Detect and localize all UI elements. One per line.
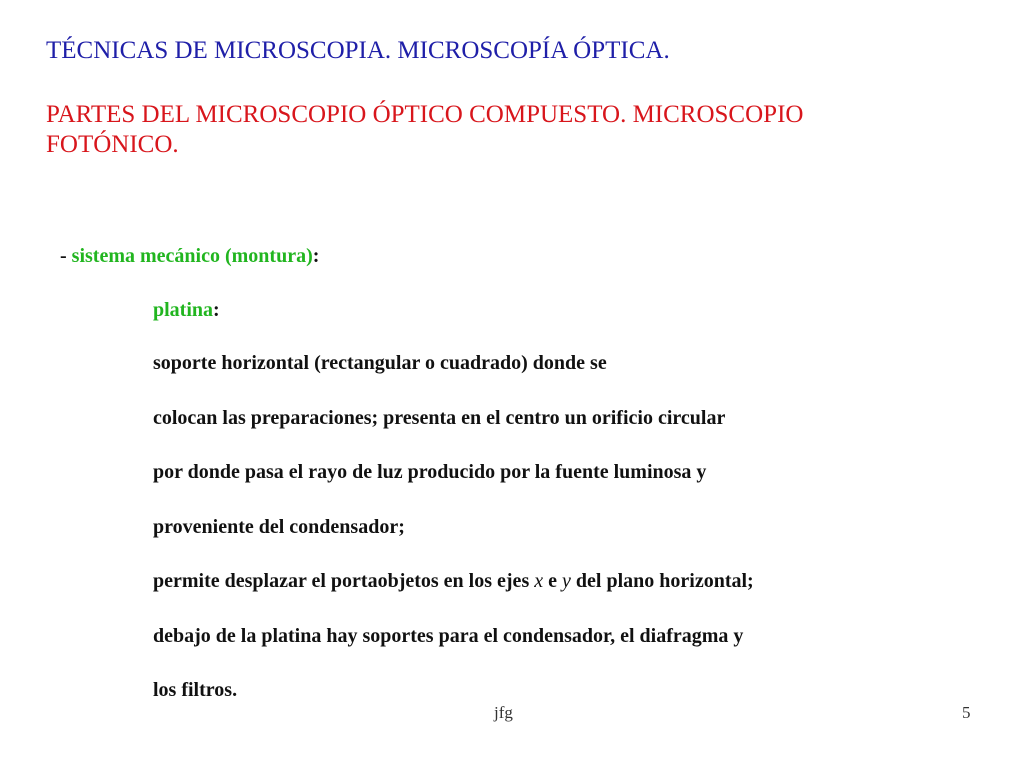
- axes-text-after: del plano horizontal;: [570, 570, 754, 592]
- page-number: 5: [962, 703, 971, 722]
- slide-title: TÉCNICAS DE MICROSCOPIA. MICROSCOPÍA ÓPTICA.: [46, 37, 670, 64]
- axis-x: x: [534, 570, 544, 592]
- subsection-label: platina: [153, 299, 214, 321]
- axis-y: y: [562, 570, 571, 592]
- body-line: debajo de la platina hay soportes para el condensador, el diafragma y: [153, 624, 744, 647]
- section-prefix: -: [60, 245, 72, 267]
- section-suffix: :: [312, 245, 320, 267]
- body-line: proveniente del condensador;: [153, 515, 405, 538]
- section-label: sistema mecánico (montura): [71, 245, 313, 267]
- body-text: [153, 350, 754, 732]
- body-line: soporte horizontal (rectangular o cuadrado) donde se: [153, 352, 607, 374]
- axes-text-middle: e: [543, 570, 563, 592]
- section-heading: [60, 243, 319, 269]
- body-line-axes: [153, 568, 754, 594]
- subsection-heading: [153, 297, 220, 323]
- footer-author: jfg: [494, 703, 513, 722]
- axes-text-before: permite desplazar el portaobjetos en los ejes: [153, 570, 535, 592]
- body-line: los filtros.: [153, 679, 238, 701]
- subsection-suffix: :: [213, 299, 220, 321]
- body-line: colocan las preparaciones; presenta en el centro un orificio circular: [153, 406, 726, 429]
- slide-subtitle: PARTES DEL MICROSCOPIO ÓPTICO COMPUESTO. MICROSCOPIO FOTÓNICO.: [46, 101, 804, 158]
- body-line: por donde pasa el rayo de luz producido por la fuente luminosa y: [153, 461, 707, 483]
